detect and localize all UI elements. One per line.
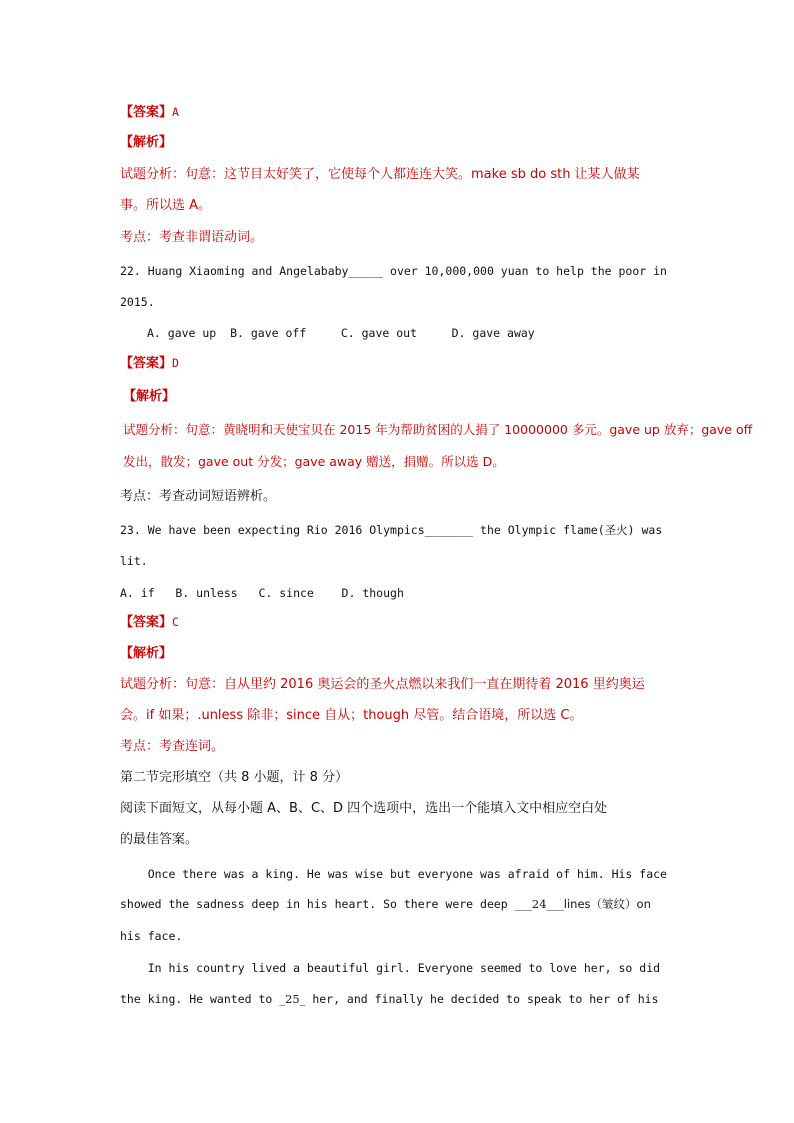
q23-answer-tag: 【答案】 <box>120 615 173 630</box>
passage-p1-line2 <box>120 896 651 912</box>
passage-blank-25: _25_ <box>279 992 306 1006</box>
q22-options: A. gave up B. gave off C. gave out D. gave away <box>147 326 535 340</box>
section2-instruction-line2: 的最佳答案。 <box>120 832 199 847</box>
section2-title: 第二节完形填空（共 8 小题，计 8 分） <box>120 770 349 785</box>
q21-analysis-line1: 试题分析：句意：这节目太好笑了，它使每个人都连连大笑。make sb do sth 让某人做某 <box>120 167 640 182</box>
q21-point: 考点：考查非谓语动词。 <box>120 230 264 245</box>
q22-question-line1: 22. Huang Xiaoming and Angelababy_____ over 10,000,000 yuan to help the poor in <box>120 264 667 278</box>
q23-analysis-line2: 会。if 如果；.unless 除非；since 自从；though 尽管。结合语境，所以选 C。 <box>120 708 583 723</box>
passage-p1-line3: his face. <box>120 929 183 943</box>
q21-analysis-line2: 事。所以选 A。 <box>120 198 212 213</box>
q21-answer <box>120 104 179 121</box>
q23-question-line2: lit. <box>120 554 148 568</box>
passage-p2-line2-pre: the king. He wanted to <box>120 992 280 1006</box>
q21-answer-tag: 【答案】 <box>120 105 173 120</box>
q22-answer <box>120 355 179 372</box>
q22-answer-tag: 【答案】 <box>120 356 173 371</box>
passage-blank-24: ___24___ <box>514 897 564 911</box>
q22-question-line2: 2015. <box>120 295 155 309</box>
passage-p1-line1: Once there was a king. He was wise but everyone was afraid of him. His face <box>120 867 667 881</box>
passage-p2-line2 <box>120 991 659 1007</box>
q21-analysis-tag: 【解析】 <box>120 135 173 150</box>
q22-analysis-line1: 试题分析：句意：黄晓明和天使宝贝在 2015 年为帮助贫困的人捐了 10000000 多元。gave up 放弃；gave off <box>123 422 753 437</box>
section2-instruction-line1: 阅读下面短文，从每小题 A、B、C、D 四个选项中，选出一个能填入文中相应空白处 <box>120 801 608 816</box>
q22-point: 考点：考查动词短语辨析。 <box>120 489 277 504</box>
q22-analysis-line2: 发出，散发；gave out 分发；gave away 赠送，捐赠。所以选 D。 <box>123 454 505 469</box>
q23-analysis-tag: 【解析】 <box>120 646 173 661</box>
q21-answer-value: A <box>172 105 179 119</box>
q23-point: 考点：考查连词。 <box>120 739 225 754</box>
q23-options: A. if B. unless C. since D. though <box>120 586 404 600</box>
q22-answer-value: D <box>172 356 179 370</box>
q22-analysis-tag: 【解析】 <box>123 389 176 404</box>
q23-question-line1: 23. We have been expecting Rio 2016 Olympics_______ the Olympic flame(圣火) was <box>120 523 663 537</box>
q23-answer <box>120 614 179 631</box>
passage-p2-line1: In his country lived a beautiful girl. Everyone seemed to love her, so did <box>120 961 661 975</box>
passage-p2-line2-post: her, and finally he decided to speak to her of his <box>305 992 659 1006</box>
q23-answer-value: C <box>172 615 179 629</box>
passage-p1-line2-pre: showed the sadness deep in his heart. So there were deep <box>120 897 515 911</box>
q23-analysis-line1: 试题分析：句意：自从里约 2016 奥运会的圣火点燃以来我们一直在期待着 2016 里约奥运 <box>120 677 645 692</box>
passage-p1-line2-post: lines（皱纹）on <box>563 897 651 911</box>
